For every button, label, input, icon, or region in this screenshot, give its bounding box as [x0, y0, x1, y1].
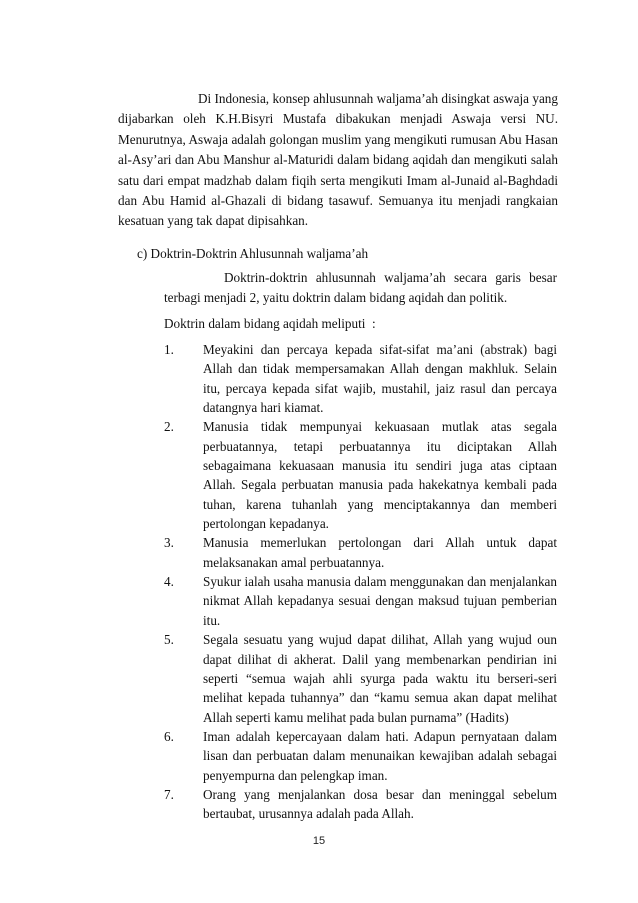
section-paragraph: Doktrin-doktrin ahlusunnah waljama’ah secara garis besar terbagi menjadi 2, yaitu doktrin dalam bidang aqidah dan politik.	[164, 270, 557, 306]
list-item-text: Syukur ialah usaha manusia dalam menggunakan dan menjalankan nikmat Allah kepadanya sesuai dengan maksud tujuan pemberian itu.	[203, 574, 557, 628]
list-item-text: Iman adalah kepercayaan dalam hati. Adapun pernyataan dalam lisan dan perbuatan dalam menunaikan kewajiban adalah sebagai penyempurna dan pelengkap iman.	[203, 728, 557, 783]
list-item-number: 1.	[164, 342, 174, 357]
list-item	[164, 417, 557, 533]
aqidah-list-intro: Doktrin dalam bidang aqidah meliputi :	[164, 316, 376, 331]
list-item-number: 5.	[164, 632, 174, 648]
section-heading: c) Doktrin-Doktrin Ahlusunnah waljama’ah	[137, 246, 369, 261]
list-item-text: Manusia memerlukan pertolongan dari Allah untuk dapat melaksanakan amal perbuatannya.	[203, 535, 557, 570]
page-number: 15	[312, 835, 326, 847]
list-item-number: 7.	[164, 786, 174, 802]
list-item	[164, 533, 557, 572]
list-item-text: Segala sesuatu yang wujud dapat dilihat, Allah yang wujud oun dapat dilihat di akherat. Dalil yang membenarkan pendirian ini seperti “semua wajah ahli syurga pada waktu itu berseri-seri melihat kepada tuhannya” dan “kamu semua akan dapat melihat Allah seperti kamu melihat pada bulan purnama” (Hadits)	[203, 632, 557, 725]
list-item	[164, 340, 557, 417]
list-item	[164, 727, 557, 785]
list-item-number: 3.	[164, 535, 174, 551]
intro-paragraph: Di Indonesia, konsep ahlusunnah waljama’ah disingkat aswaja yang dijabarkan oleh K.H.Bisyri Mustafa dibakukan menjadi Aswaja versi NU. Menurutnya, Aswaja adalah golongan muslim yang mengikuti rumusan Abu Hasan al-Asy’ari dan Abu Manshur al-Maturidi dalam bidang aqidah dan mengikuti salah satu dari empat madzhab dalam fiqih serta mengikuti Imam al-Junaid al-Baghdadi dan Abu Hamid al-Ghazali di bidang tasawuf. Semuanya itu menjadi rangkaian kesatuan yang tak dapat dipisahkan.	[118, 91, 558, 229]
list-item-number: 2.	[164, 419, 174, 435]
list-item-number: 4.	[164, 574, 174, 590]
list-item-text: Orang yang menjalankan dosa besar dan meninggal sebelum bertaubat, urusannya adalah pada Allah.	[203, 786, 557, 822]
list-item-text: Meyakini dan percaya kepada sifat-sifat ma’ani (abstrak) bagi Allah dan tidak mempersamakan Allah dengan makhluk. Selain itu, percaya kepada sifat wajib, mustahil, jaiz rasul dan percaya datangnya hari kiamat.	[203, 342, 557, 416]
list-item	[164, 572, 557, 630]
list-item-text: Manusia tidak mempunyai kekuasaan mutlak atas segala perbuatannya, tetapi perbuatannya itu diciptakan Allah sebagaimana kekuasaan manusia itu sendiri juga atas ciptaan Allah. Segala perbuatan manusia pada hakekatnya kembali pada tuhan, karena tuhanlah yang menciptakannya dan memberi pertolongan kepadanya.	[203, 419, 557, 532]
list-item-number: 6.	[164, 728, 174, 744]
list-item	[164, 630, 557, 727]
list-item	[164, 785, 557, 824]
aqidah-doctrine-list	[164, 340, 557, 824]
